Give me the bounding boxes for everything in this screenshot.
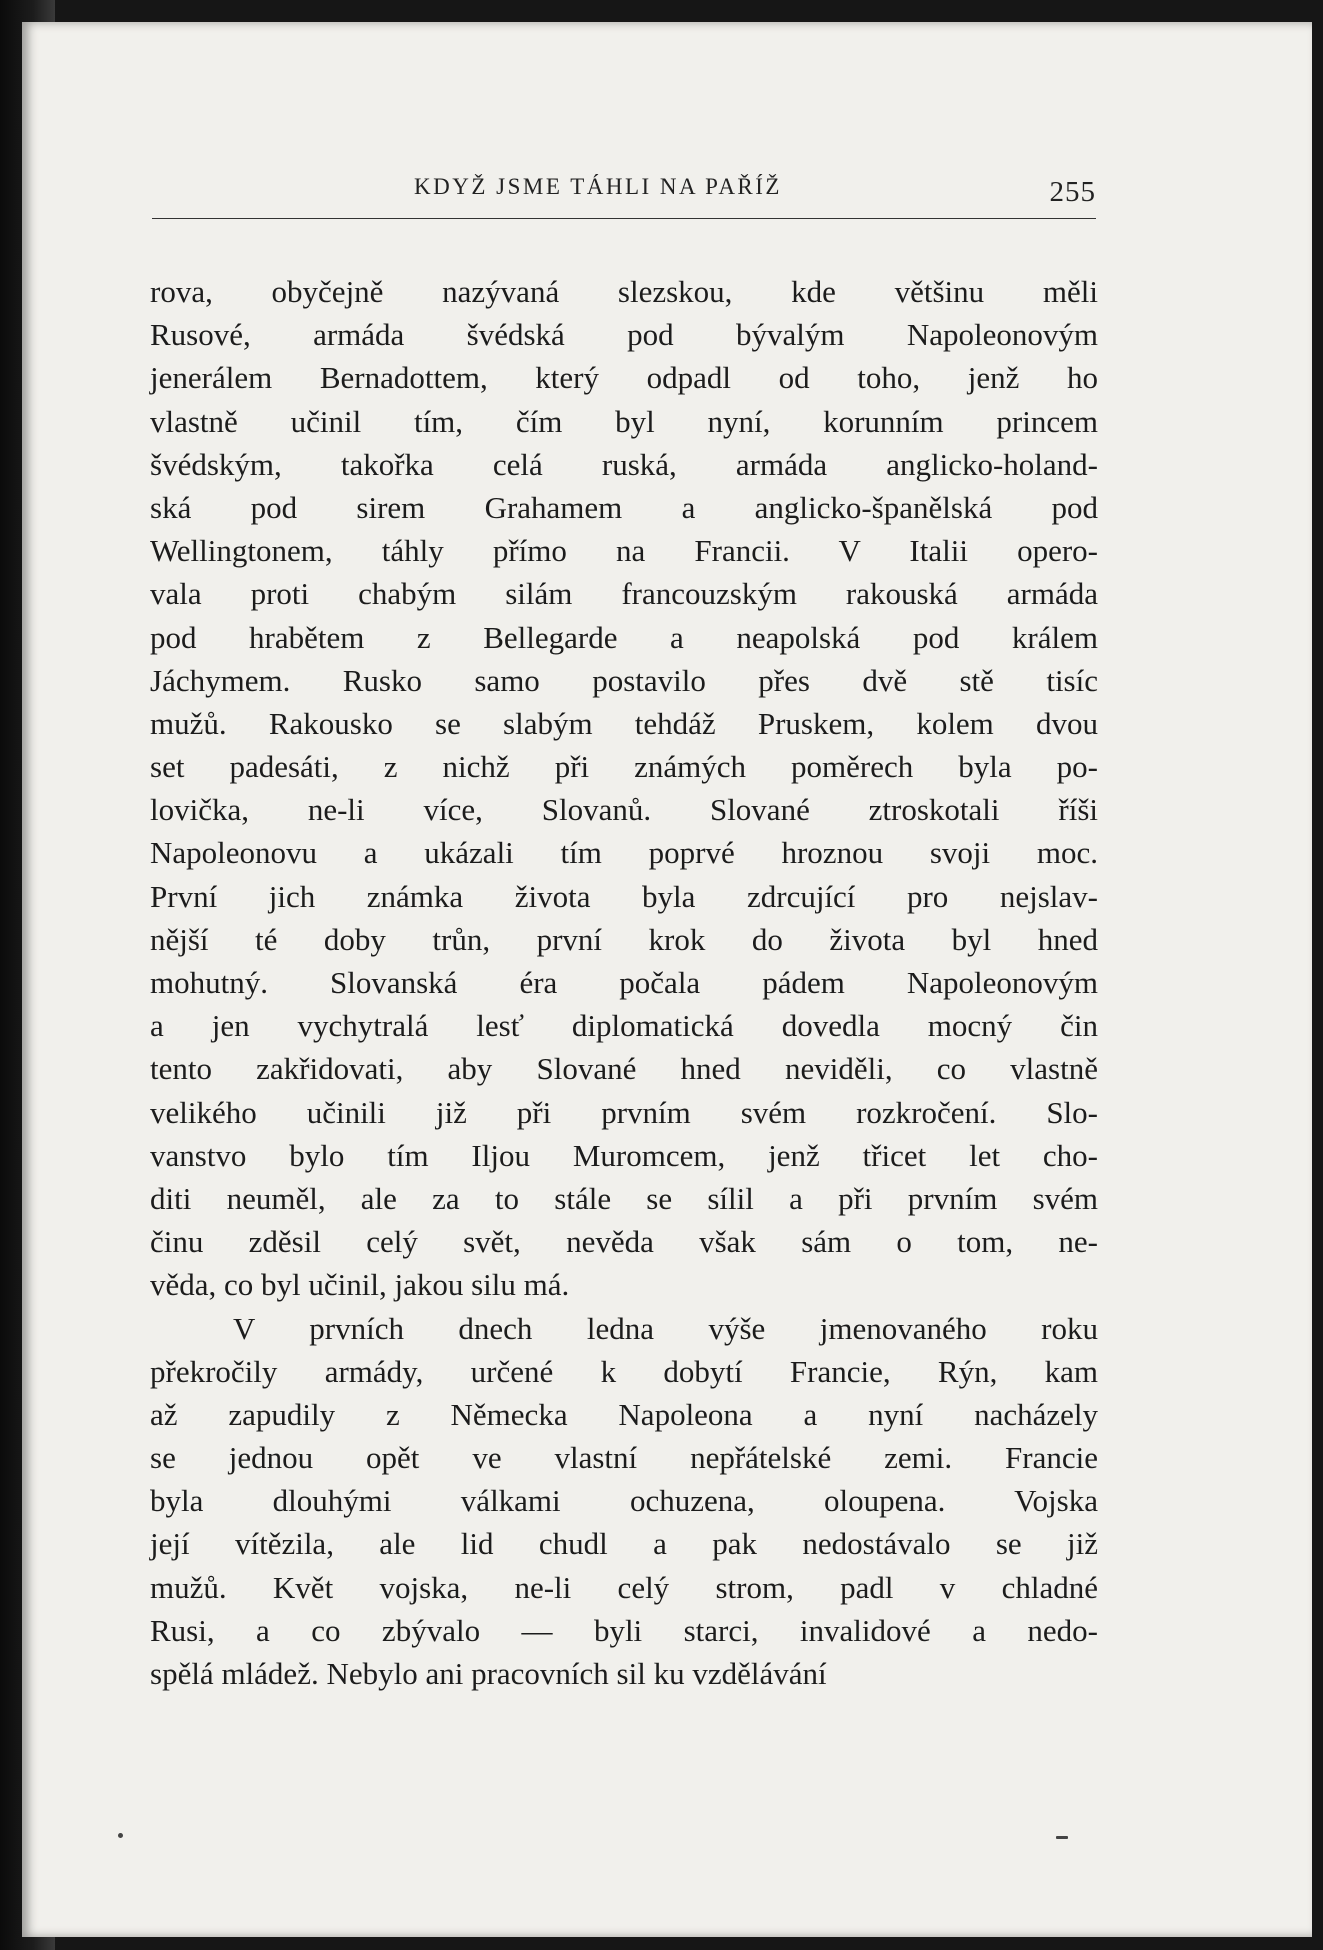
running-title: KDYŽ JSME TÁHLI NA PAŘÍŽ (414, 174, 782, 199)
text-line: set padesáti, z nichž při známých poměrech byla po- (150, 749, 1098, 785)
scan-speck (118, 1833, 123, 1838)
text-line: ská pod sirem Grahamem a anglicko-španělská pod (150, 489, 1098, 525)
text-line: až zapudily z Německa Napoleona a nyní nacházely (150, 1396, 1098, 1432)
text-line: a jen vychytralá lesť diplomatická dovedla mocný čin (150, 1008, 1098, 1044)
text-line: se jednou opět ve vlastní nepřátelské zemi. Francie (150, 1440, 1098, 1476)
text-line: její vítězila, ale lid chudl a pak nedostávalo se již (150, 1526, 1098, 1562)
text-line: vlastně učinil tím, čím byl nyní, korunním princem (150, 403, 1098, 439)
paragraph (150, 270, 1098, 1307)
text-line: mužů. Květ vojska, ne-li celý strom, padl v chladné (150, 1569, 1098, 1605)
text-line: jenerálem Bernadottem, který odpadl od toho, jenž ho (150, 360, 1098, 396)
scan-speck (1056, 1836, 1068, 1839)
text-line: V prvních dnech ledna výše jmenovaného roku (233, 1310, 1098, 1346)
text-line: překročily armády, určené k dobytí Francie, Rýn, kam (150, 1353, 1098, 1389)
text-line: činu zděsil celý svět, nevěda však sám o tom, ne- (150, 1224, 1098, 1260)
text-line: diti neuměl, ale za to stále se sílil a při prvním svém (150, 1180, 1098, 1216)
text-line: pod hrabětem z Bellegarde a neapolská pod králem (150, 619, 1098, 655)
text-line: vanstvo bylo tím Iljou Muromcem, jenž třicet let cho- (150, 1137, 1098, 1173)
text-line: Wellingtonem, táhly přímo na Francii. V Italii opero- (150, 533, 1098, 569)
paragraph (150, 1307, 1098, 1696)
text-line: Rusové, armáda švédská pod bývalým Napoleonovým (150, 317, 1098, 353)
text-line: velikého učinili již při prvním svém rozkročení. Slo- (150, 1094, 1098, 1130)
page-header (152, 168, 1096, 226)
text-line: věda, co byl učinil, jakou silu má. (150, 1267, 570, 1303)
text-line: byla dlouhými válkami ochuzena, oloupena. Vojska (150, 1483, 1098, 1519)
text-line: tento zakřidovati, aby Slované hned neviděli, co vlastně (150, 1051, 1098, 1087)
text-line: Jáchymem. Rusko samo postavilo přes dvě stě tisíc (150, 662, 1098, 698)
page-number: 255 (1049, 176, 1096, 208)
text-line: mužů. Rakousko se slabým tehdáž Pruskem, kolem dvou (150, 705, 1098, 741)
body-text (150, 270, 1098, 1695)
text-line: nější té doby trůn, první krok do života byl hned (150, 921, 1098, 957)
text-line: spělá mládež. Nebylo ani pracovních sil ku vzdělávání (150, 1656, 827, 1691)
text-line: mohutný. Slovanská éra počala pádem Napoleonovým (150, 965, 1098, 1000)
text-line: lovička, ne-li více, Slovanů. Slované ztroskotali říši (150, 792, 1098, 828)
header-rule (152, 218, 1096, 219)
text-line: Napoleonovu a ukázali tím poprvé hroznou svoji moc. (150, 835, 1098, 871)
text-line: Rusi, a co zbývalo — byli starci, invalidové a nedo- (150, 1612, 1098, 1648)
text-line: rova, obyčejně nazývaná slezskou, kde většinu měli (150, 274, 1098, 309)
text-line: vala proti chabým silám francouzským rakouská armáda (150, 576, 1098, 612)
text-line: První jich známka života byla zdrcující pro nejslav- (150, 878, 1098, 914)
text-line: švédským, takořka celá ruská, armáda anglicko-holand- (150, 446, 1098, 482)
